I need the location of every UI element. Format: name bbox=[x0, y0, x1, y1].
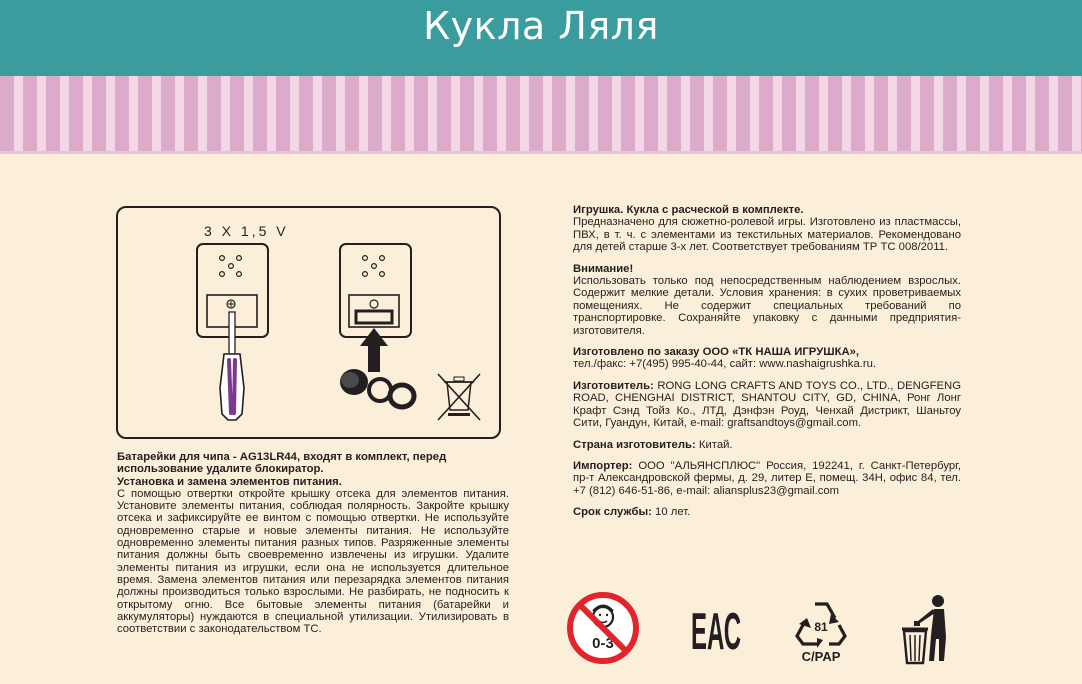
service-text: 10 лет. bbox=[655, 506, 691, 519]
maker-label: Изготовитель: bbox=[573, 379, 654, 392]
warning-heading: Внимание! bbox=[573, 262, 634, 275]
importer-text: ООО "АЛЬЯНСПЛЮС" Россия, 192241, г. Санкт-Петербург, пр-т Александровской фермы, д. 29, литер Е, помещ. 34Н, офис 84, тел. +7 (812) 646-51-86, e-mail: aliansplus23@gmail.com bbox=[573, 459, 962, 497]
open-compartment-icon bbox=[340, 244, 411, 337]
age-warning-icon bbox=[566, 591, 640, 665]
ordered-heading: Изготовлено по заказу ООО «ТК НАША ИГРУШКА», bbox=[573, 346, 860, 359]
service-section bbox=[573, 506, 961, 518]
age-label: 0-3 bbox=[592, 635, 614, 652]
eac-mark-icon bbox=[690, 603, 742, 661]
battery-instructions bbox=[117, 451, 509, 635]
toy-text: Предназначено для сюжетно-ролевой игры. Изготовлено из пластмассы, ПВХ, в т. ч. с элементами из текстильных материалов. Рекомендовано для детей старше 3-х лет. Соответствует требованиям ТР ТС 008/2011. bbox=[573, 216, 961, 254]
importer-section bbox=[573, 460, 961, 497]
battery-diagram bbox=[116, 206, 501, 439]
install-text: С помощью отвертки откройте крышку отсека для элементов питания. Установите элементы питания, соблюдая полярность. Закройте крышку отсека и зафиксируйте ее винтом с помощью отвертки. Не используйте одновременно старые и новые элементы питания. Не используйте одновременно элементы питания разных типов. Разряженные элементы питания должны быть своевременно извлечены из игрушки. Удалите элементы питания из игрушки, если она не используется длительное время. Замена элементов питания или перезарядка элементов питания должны производиться только взрослыми. Не разбирать, не подносить к открытому огню. Все бытовые элементы питания (батарейки и аккумуляторы) нуждаются в специальной утилизации. Утилизировать в соответствии с законодательством ТС. bbox=[117, 487, 509, 636]
toy-section bbox=[573, 204, 961, 254]
warning-section bbox=[573, 263, 961, 337]
screwdriver-icon bbox=[220, 312, 244, 420]
voltage-label: 3 X 1,5 V bbox=[204, 223, 289, 239]
ordered-section bbox=[573, 346, 961, 371]
button-cells-icon bbox=[340, 369, 414, 407]
country-section bbox=[573, 439, 961, 451]
importer-label: Импортер: bbox=[573, 459, 633, 472]
insert-arrow-icon bbox=[360, 328, 388, 372]
maker-text: RONG LONG CRAFTS AND TOYS CO., LTD., DENGFENG ROAD, CHENGHAI DISTRICT, SHANTOU CITY, GD, CHINA, Ронг Лонг Крафт Сэнд Тойз Ко., ЛТД, Дэнфэн Роуд, Ченхай Дистрикт, Шаньтоу Сити, Гуандун, Китай, e-mail: graftsandtoys@gmail.com. bbox=[573, 379, 961, 430]
country-text: Китай. bbox=[698, 438, 733, 451]
dispose-in-bin-icon bbox=[900, 593, 962, 665]
crossed-bin-icon bbox=[438, 374, 480, 420]
country-label: Страна изготовитель: bbox=[573, 438, 696, 451]
recycle-icon bbox=[793, 598, 849, 664]
maker-section bbox=[573, 380, 961, 430]
decorative-stripes bbox=[0, 76, 1082, 154]
eac-label: ЕАС bbox=[691, 603, 741, 661]
recycle-label: C/PAP bbox=[801, 649, 841, 664]
diagram-drawing bbox=[118, 208, 503, 441]
warning-text: Использовать только под непосредственным наблюдением взрослых. Содержит мелкие детали. Условия хранения: в сухих проветриваемых помещениях. Не содержит специальных требований по транспортировке. Сохраняйте упаковку с данными предприятия-изготовителя. bbox=[573, 275, 961, 337]
recycle-number: 81 bbox=[814, 620, 828, 634]
battery-heading: Батарейки для чипа - AG13LR44, входят в комплект, перед использование удалите блокиратор. bbox=[117, 451, 447, 476]
page-title: Кукла Ляля bbox=[423, 4, 659, 48]
ordered-text: тел./факс: +7(495) 995-40-44, сайт: www.nashaigrushka.ru. bbox=[573, 358, 877, 371]
service-label: Срок службы: bbox=[573, 506, 652, 519]
header-band bbox=[0, 0, 1082, 76]
product-info bbox=[573, 204, 961, 528]
install-heading: Установка и замена элементов питания. bbox=[117, 475, 342, 488]
toy-heading: Игрушка. Кукла с расческой в комплекте. bbox=[573, 204, 804, 216]
